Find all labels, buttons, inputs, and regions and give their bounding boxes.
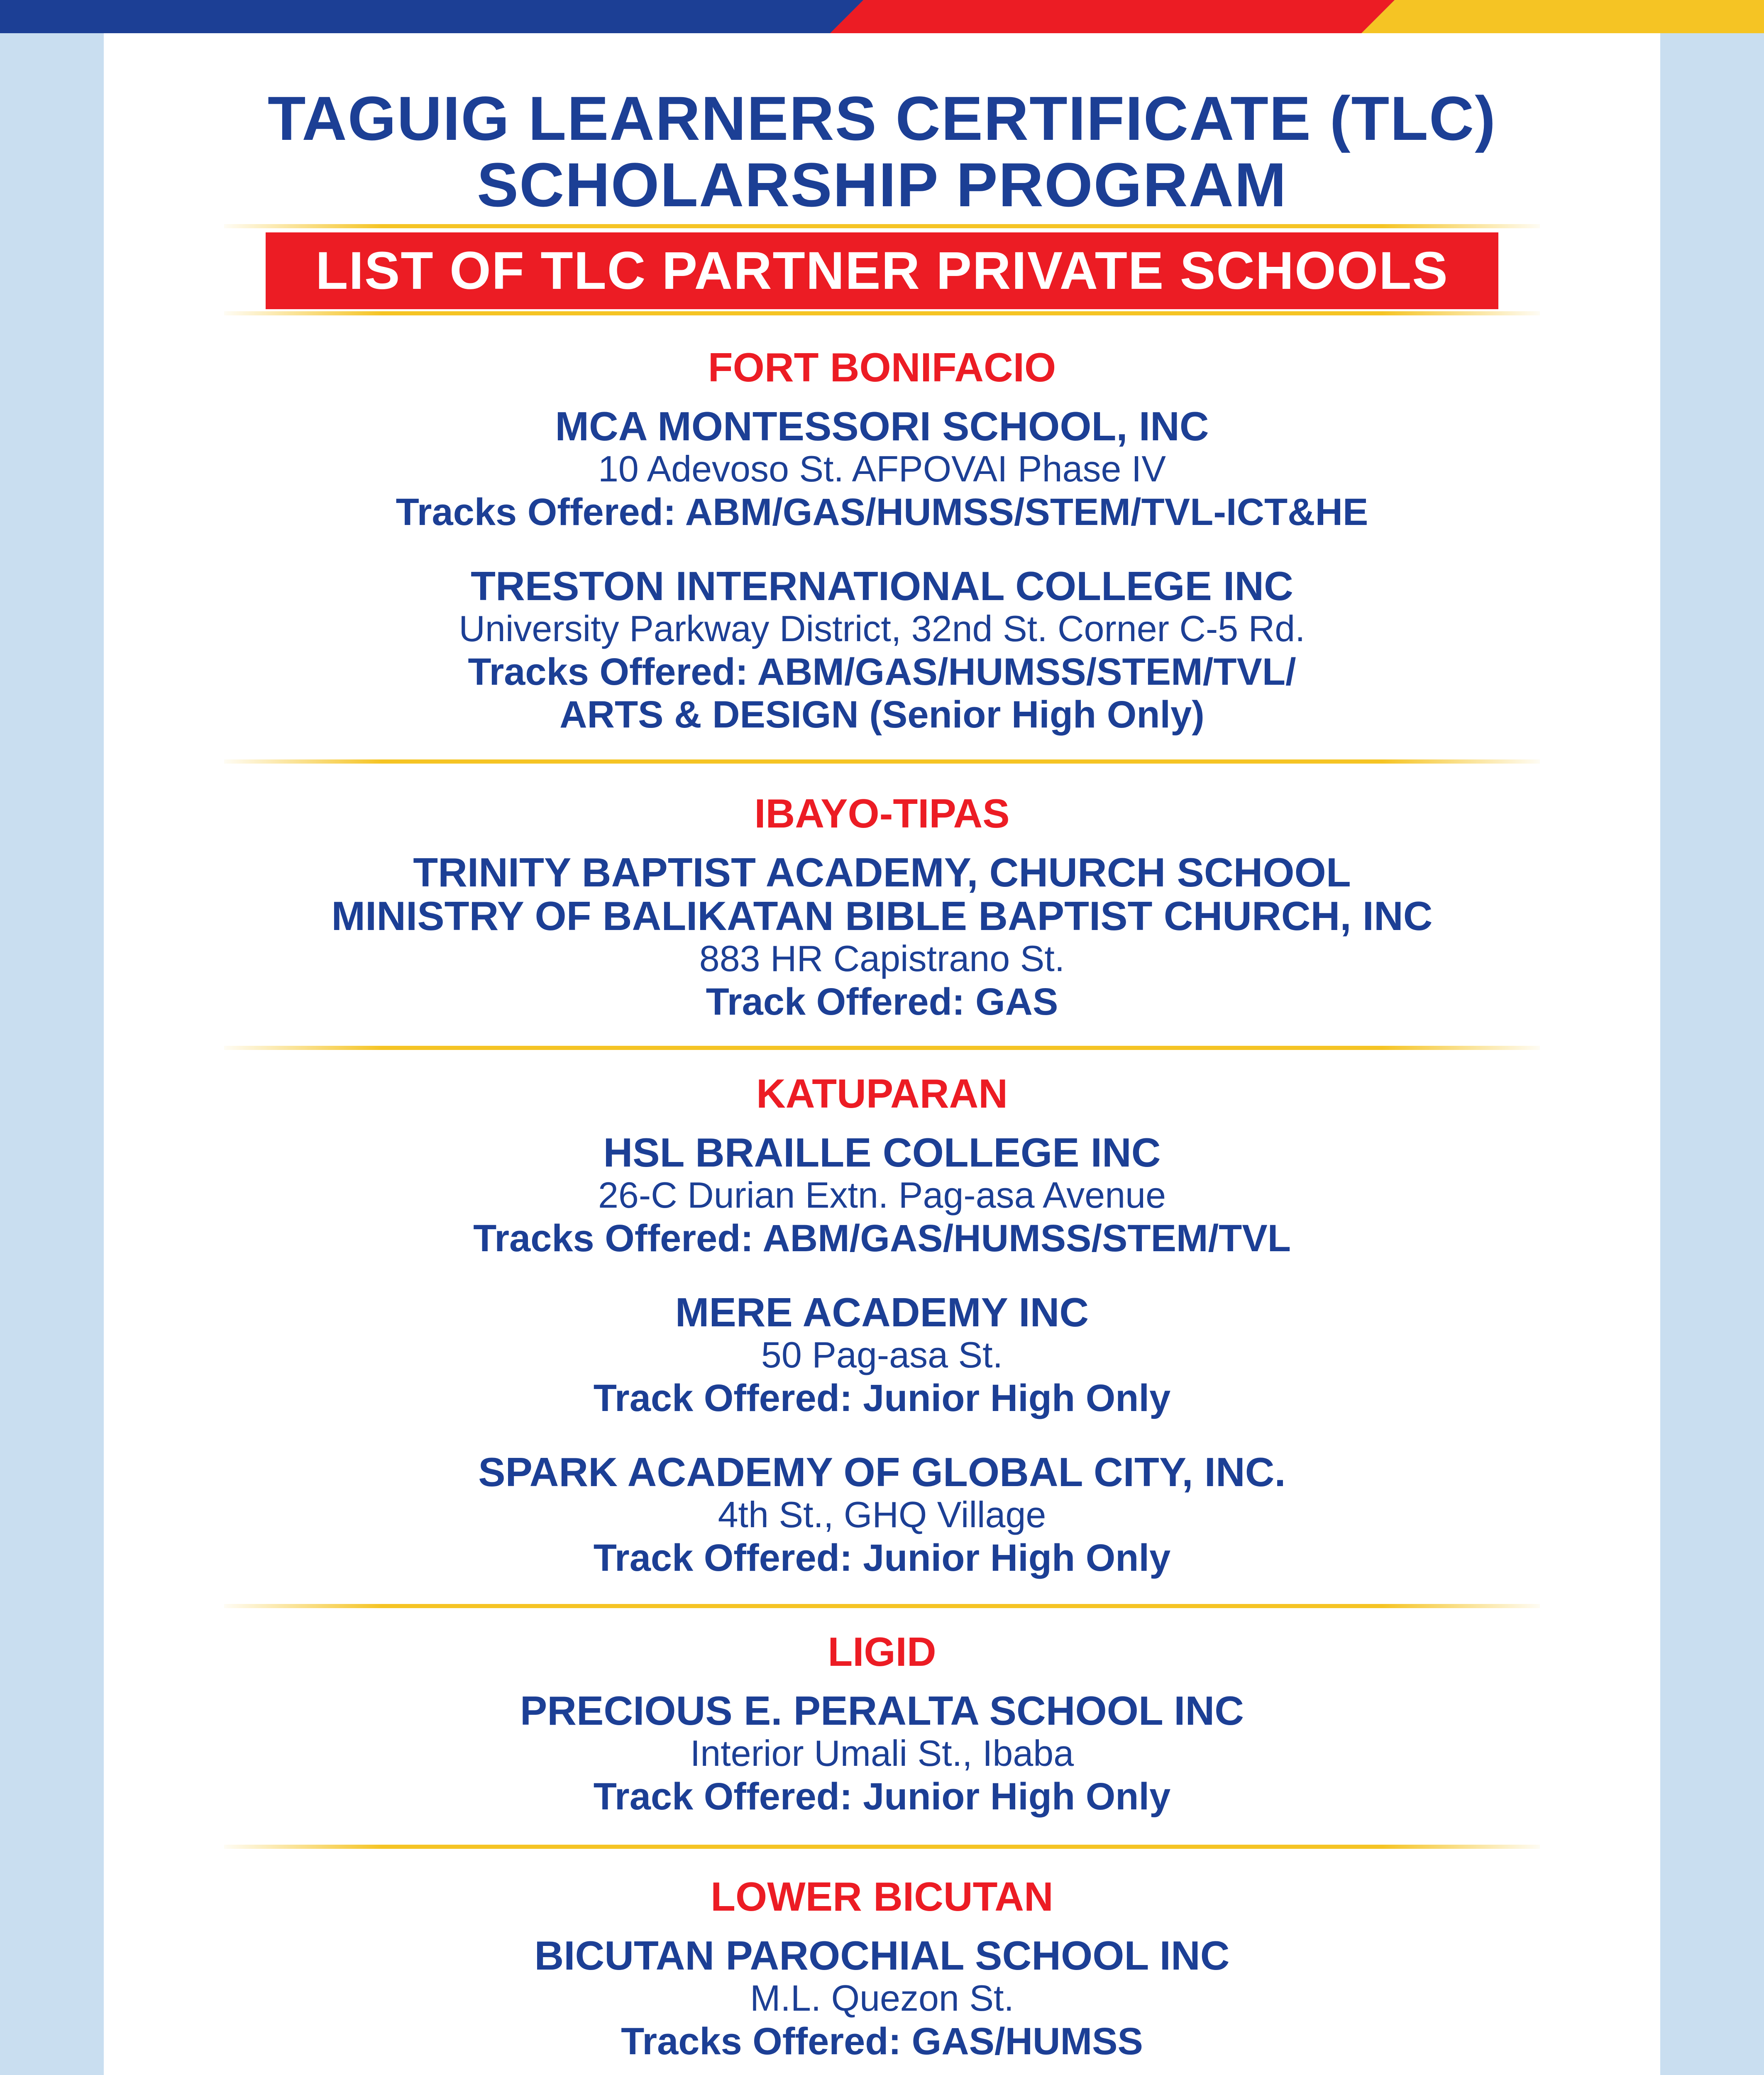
divider bbox=[224, 1845, 1540, 1849]
page-title-line2: SCHOLARSHIP PROGRAM bbox=[476, 150, 1288, 220]
school-name: TRESTON INTERNATIONAL COLLEGE INC bbox=[471, 563, 1293, 609]
page-title-line1: TAGUIG LEARNERS CERTIFICATE (TLC) bbox=[267, 83, 1497, 153]
section-title: FORT BONIFACIO bbox=[708, 344, 1056, 390]
school-tracks: Tracks Offered: ABM/GAS/HUMSS/STEM/TVL bbox=[473, 1217, 1291, 1260]
school-address: 4th St., GHQ Village bbox=[718, 1494, 1046, 1535]
school-tracks: Tracks Offered: ABM/GAS/HUMSS/STEM/TVL/ bbox=[468, 651, 1296, 693]
section-title: LIGID bbox=[828, 1629, 936, 1675]
school-tracks: Track Offered: Junior High Only bbox=[593, 1537, 1171, 1579]
divider bbox=[224, 759, 1540, 764]
section-title: IBAYO-TIPAS bbox=[754, 791, 1010, 836]
school-address: 50 Pag-asa St. bbox=[761, 1334, 1003, 1375]
school-tracks-cont: ARTS & DESIGN (Senior High Only) bbox=[559, 693, 1205, 736]
school-name: TRINITY BAPTIST ACADEMY, CHURCH SCHOOL bbox=[413, 850, 1351, 895]
school-name: PRECIOUS E. PERALTA SCHOOL INC bbox=[520, 1688, 1244, 1733]
school-name: SPARK ACADEMY OF GLOBAL CITY, INC. bbox=[478, 1449, 1286, 1495]
school-tracks: Tracks Offered: ABM/GAS/HUMSS/STEM/TVL-ICT&HE bbox=[396, 491, 1368, 533]
school-name: HSL BRAILLE COLLEGE INC bbox=[603, 1130, 1161, 1175]
school-tracks: Track Offered: Junior High Only bbox=[593, 1377, 1171, 1419]
school-name: BICUTAN PAROCHIAL SCHOOL INC bbox=[534, 1933, 1230, 1978]
school-name-cont: MINISTRY OF BALIKATAN BIBLE BAPTIST CHURCH, INC bbox=[331, 893, 1433, 939]
school-address: Interior Umali St., Ibaba bbox=[690, 1733, 1074, 1774]
school-address: 10 Adevoso St. AFPOVAI Phase IV bbox=[598, 448, 1166, 489]
school-address: University Parkway District, 32nd St. Corner C-5 Rd. bbox=[459, 608, 1305, 649]
list-banner: LIST OF TLC PARTNER PRIVATE SCHOOLS bbox=[266, 232, 1498, 309]
school-address: 26-C Durian Extn. Pag-asa Avenue bbox=[598, 1174, 1166, 1216]
section-title: LOWER BICUTAN bbox=[711, 1874, 1053, 1919]
school-address: 883 HR Capistrano St. bbox=[699, 938, 1065, 979]
school-address: M.L. Quezon St. bbox=[750, 1977, 1014, 2019]
divider bbox=[224, 311, 1540, 315]
school-name: MCA MONTESSORI SCHOOL, INC bbox=[555, 403, 1209, 449]
school-tracks: Track Offered: GAS bbox=[706, 981, 1058, 1023]
divider bbox=[224, 1604, 1540, 1608]
top-color-stripe bbox=[0, 0, 1764, 33]
divider bbox=[224, 224, 1540, 228]
school-tracks: Track Offered: Junior High Only bbox=[593, 1775, 1171, 1818]
section-title: KATUPARAN bbox=[756, 1071, 1008, 1116]
school-tracks: Tracks Offered: GAS/HUMSS bbox=[621, 2020, 1143, 2063]
school-name: MERE ACADEMY INC bbox=[675, 1289, 1089, 1335]
divider bbox=[224, 1046, 1540, 1050]
